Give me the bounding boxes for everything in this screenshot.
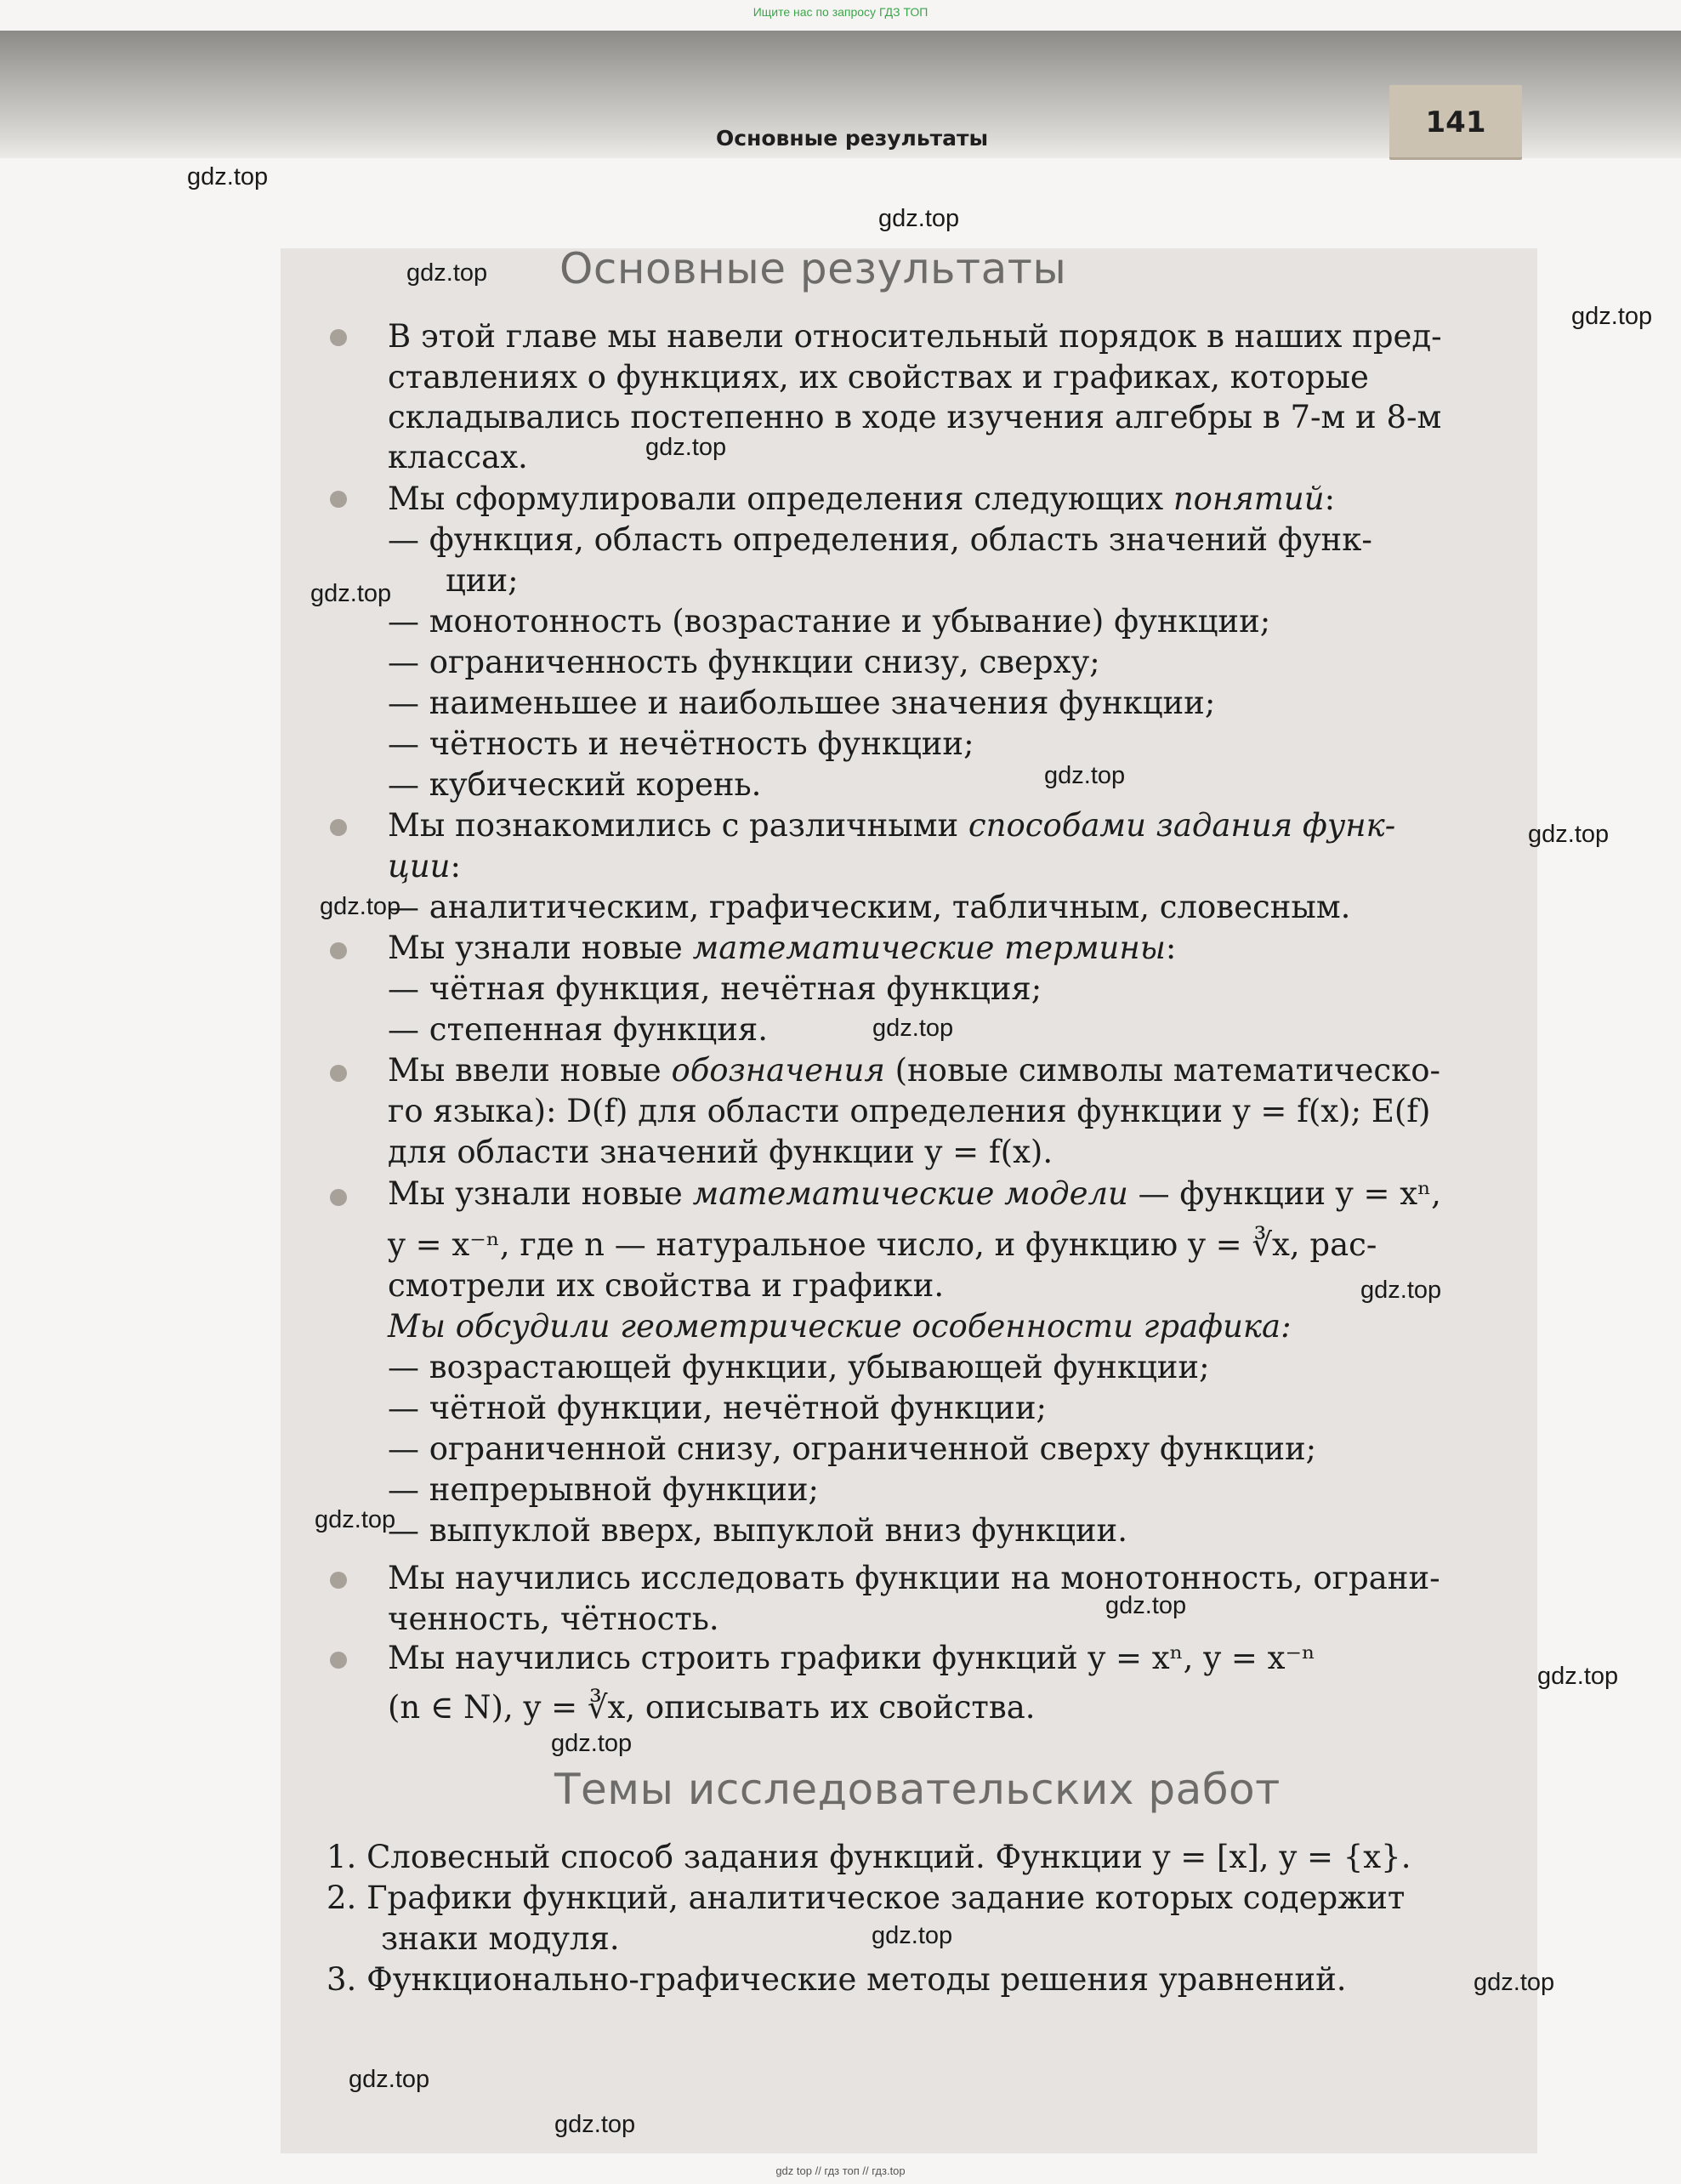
watermark: gdz.top — [310, 580, 392, 607]
watermark: gdz.top — [406, 259, 488, 287]
text-line: Мы научились строить графики функций y = xⁿ, y = x⁻ⁿ — [388, 1640, 1316, 1676]
bullet — [330, 1065, 347, 1082]
italic-term: математические модели — [692, 1175, 1128, 1212]
watermark: gdz.top — [315, 1506, 396, 1533]
bullet — [330, 1652, 347, 1669]
text-line: — чётной функции, нечётной функции; — [388, 1390, 1047, 1426]
text-span: : — [450, 848, 461, 884]
text-line: — ограниченной снизу, ограниченной сверху функции; — [388, 1430, 1317, 1467]
text-line: — выпуклой вверх, выпуклой вниз функции. — [388, 1512, 1127, 1549]
text-line: (n ∈ N), y = ∛x, описывать их свойства. — [388, 1689, 1036, 1726]
text-line: — чётность и нечётность функции; — [388, 725, 974, 762]
text-line: ставлениях о функциях, их свойствах и графиках, которые — [388, 359, 1369, 395]
watermark: gdz.top — [1044, 762, 1126, 789]
text-span: Мы познакомились с различными — [388, 807, 968, 844]
text-line: — кубический корень. — [388, 766, 762, 803]
text-span: (новые символы математическо- — [884, 1052, 1441, 1089]
bottom-notice[interactable]: gdz top // гдз топ // гдз.top — [775, 2164, 906, 2177]
watermark: gdz.top — [1360, 1277, 1442, 1304]
bullet — [330, 1572, 347, 1589]
text-line — [388, 479, 1335, 520]
watermark: gdz.top — [872, 1015, 954, 1042]
running-header-title: Основные результаты — [716, 126, 989, 151]
text-span: : — [1324, 481, 1336, 517]
research-topic: знаки модуля. — [381, 1920, 620, 1957]
text-line: — аналитическим, графическим, табличным, словесным. — [388, 889, 1351, 925]
text-line — [388, 928, 1176, 969]
text-line: смотрели их свойства и графики. — [388, 1267, 945, 1304]
text-line: ции; — [446, 562, 519, 599]
text-line: Мы научились исследовать функции на монотонность, ограни- — [388, 1560, 1440, 1596]
text-line: — возрастающей функции, убывающей функции; — [388, 1349, 1210, 1385]
text-line: — степенная функция. — [388, 1011, 768, 1048]
page-number: 141 — [1389, 85, 1522, 160]
watermark: gdz.top — [1537, 1663, 1619, 1690]
text-line — [388, 1050, 1440, 1091]
italic-term: понятий — [1173, 481, 1325, 517]
watermark: gdz.top — [872, 1922, 953, 1949]
italic-term: способами задания функ- — [968, 807, 1396, 844]
text-line: — наименьшее и наибольшее значения функции; — [388, 685, 1216, 721]
text-line-italic: Мы обсудили геометрические особенности графика: — [388, 1308, 1292, 1345]
text-span: Мы ввели новые — [388, 1052, 672, 1089]
top-notice[interactable]: Ищите нас по запросу ГДЗ ТОП — [752, 5, 929, 19]
text-line — [388, 1174, 1441, 1214]
watermark: gdz.top — [1105, 1592, 1187, 1619]
bullet — [330, 329, 347, 346]
text-line: складывались постепенно в ходе изучения алгебры в 7-м и 8-м — [388, 399, 1442, 435]
bullet — [330, 819, 347, 836]
bullet — [330, 942, 347, 959]
text-line: классах. — [388, 439, 528, 475]
watermark: gdz.top — [1571, 303, 1653, 330]
text-span: — функции y = xⁿ, — [1127, 1175, 1441, 1212]
research-topic: 2. Графики функций, аналитическое задание которых содержит — [327, 1880, 1406, 1916]
section-heading-research: Темы исследовательских работ — [554, 1765, 1281, 1814]
watermark: gdz.top — [320, 893, 401, 920]
italic-term: обозначения — [671, 1052, 885, 1089]
bullet — [330, 1189, 347, 1206]
text-span: : — [1165, 930, 1177, 966]
text-line: — монотонность (возрастание и убывание) функции; — [388, 603, 1271, 640]
research-topic: 1. Словесный способ задания функций. Функции y = [x], y = {x}. — [327, 1839, 1411, 1875]
watermark: gdz.top — [645, 434, 727, 461]
text-line — [388, 846, 461, 887]
italic-term: ции — [388, 848, 451, 884]
text-line: го языка): D(f) для области определения функции y = f(x); E(f) — [388, 1093, 1431, 1129]
watermark: gdz.top — [349, 2066, 430, 2093]
watermark: gdz.top — [1528, 821, 1610, 848]
text-line: — функция, область определения, область значений функ- — [388, 521, 1372, 558]
text-line: y = x⁻ⁿ, где n — натуральное число, и функцию y = ∛x, рас- — [388, 1226, 1377, 1263]
watermark: gdz.top — [554, 2111, 636, 2138]
text-line — [388, 805, 1395, 846]
bullet — [330, 491, 347, 508]
watermark: gdz.top — [187, 163, 269, 191]
text-line: — ограниченность функции снизу, сверху; — [388, 644, 1100, 680]
text-line: — непрерывной функции; — [388, 1471, 819, 1508]
text-span: Мы узнали новые — [388, 930, 693, 966]
watermark: gdz.top — [878, 205, 960, 232]
text-span: Мы узнали новые — [388, 1175, 693, 1212]
text-line: — чётная функция, нечётная функция; — [388, 970, 1042, 1007]
text-line: для области значений функции y = f(x). — [388, 1134, 1053, 1170]
watermark: gdz.top — [1474, 1969, 1555, 1996]
research-topic: 3. Функционально-графические методы решения уравнений. — [327, 1961, 1347, 1998]
watermark: gdz.top — [551, 1730, 633, 1757]
italic-term: математические термины — [692, 930, 1166, 966]
text-span: Мы сформулировали определения следующих — [388, 481, 1173, 517]
text-line: ченность, чётность. — [388, 1601, 719, 1637]
section-heading-main: Основные результаты — [559, 244, 1067, 293]
text-line: В этой главе мы навели относительный порядок в наших пред- — [388, 318, 1442, 355]
